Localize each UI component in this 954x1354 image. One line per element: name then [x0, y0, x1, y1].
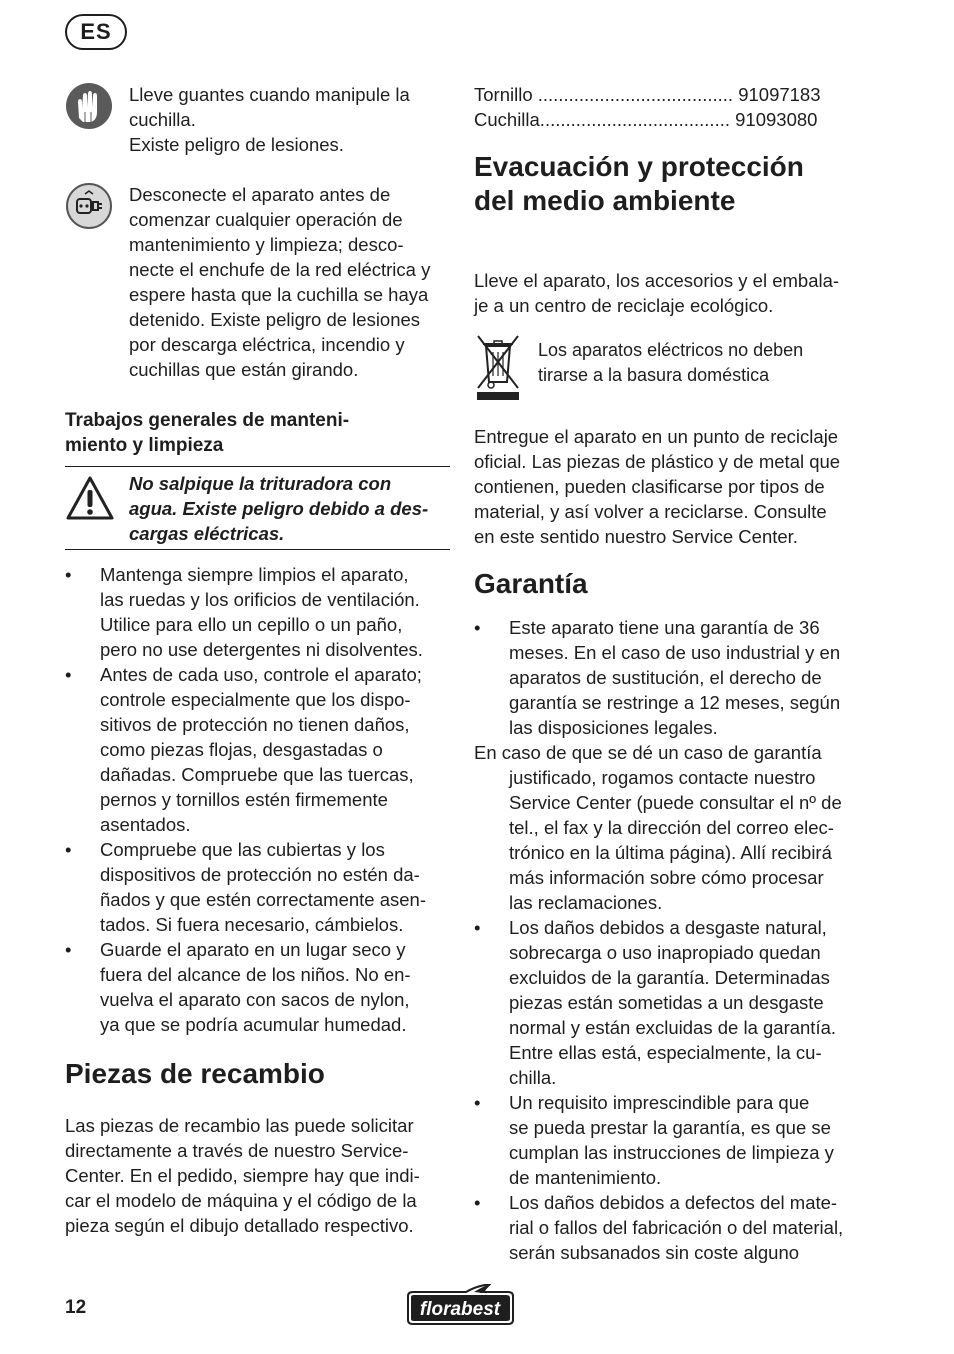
warning-triangle-icon [65, 471, 129, 527]
maintenance-heading: Trabajos generales de manteni- miento y limpieza [65, 410, 350, 456]
list-item: • Mantenga siempre limpios el aparato, las ruedas y los orificios de ventilación. Utilice para ello un cepillo o un paño, pero no use detergentes ni disolventes. [65, 564, 423, 660]
weee-notice [474, 332, 864, 406]
crossed-bin-icon [474, 332, 538, 406]
florabest-logo [404, 1284, 516, 1326]
right-column [474, 82, 864, 1265]
gloves-icon [65, 82, 129, 136]
page-number: 12 [65, 1297, 87, 1318]
spare-parts-text: Las piezas de recambio las puede solicitar directamente a través de nuestro Service- Center. En el pedido, siempre hay que indi- car el modelo de máquina y el código de la pieza según el dibujo detallado respectivo. [65, 1115, 420, 1236]
parts-list [474, 82, 864, 132]
part-blade: Cuchilla..................................... 91093080 [474, 109, 818, 130]
water-warning-box [65, 466, 450, 550]
spare-parts-heading: Piezas de recambio [65, 1058, 325, 1089]
part-screw: Tornillo ...................................... 91097183 [474, 84, 821, 105]
language-badge: ES [65, 14, 127, 50]
unplug-plug-icon [65, 182, 129, 236]
svg-text:florabest: florabest [419, 1299, 501, 1320]
list-item: • Los daños debidos a defectos del mate- rial o fallos del fabricación o del material, serán subsanados sin coste alguno [474, 1192, 844, 1263]
maintenance-bullets [65, 562, 450, 1037]
glove-notice [65, 82, 450, 157]
disposal-heading: Evacuación y protección del medio ambiente [474, 151, 804, 216]
glove-text: Lleve guantes cuando manipule la cuchilla. Existe peligro de lesiones. [129, 84, 410, 155]
list-item: • Antes de cada uso, controle el aparato; controle especialmente que los dispo- sitivos de protección no tienen daños, como piezas flojas, desgastadas o dañadas. Compruebe que las tuercas, pernos y tornillos estén firmemente asentados. [65, 664, 422, 835]
list-item: • Compruebe que las cubiertas y los dispositivos de protección no estén da- ñados y que estén correctamente asen- tados. Si fuera necesario, cámbielos. [65, 839, 426, 935]
list-item: • Los daños debidos a desgaste natural, sobrecarga o uso inapropiado quedan excluidos de la garantía. Determinadas piezas están sometidas a un desgaste normal y están excluidas de la garantía. Entre ellas está, especialmente, la cu- chilla. [474, 917, 837, 1088]
warranty-heading: Garantía [474, 568, 588, 599]
unplug-notice [65, 182, 450, 382]
list-item: • Este aparato tiene una garantía de 36 meses. En el caso de uso industrial y en aparatos de sustitución, el derecho de garantía se restringe a 12 meses, según las disposiciones legales. [474, 617, 841, 738]
left-column [65, 82, 450, 1238]
warranty-claim-text: En caso de que se dé un caso de garantía justificado, rogamos contacte nuestro Service Center (puede consultar el nº de tel., el fax y la dirección del correo elec- trónico en la última página). Allí recibirá más información sobre cómo procesar las reclamaciones. [474, 742, 842, 913]
recycling-text: Entregue el aparato en un punto de reciclaje oficial. Las piezas de plástico y de metal que contienen, pueden clasificarse por tipos de material, y así volver a reciclarse. Consulte en este sentido nuestro Service Center. [474, 426, 841, 547]
weee-text: Los aparatos eléctricos no deben tirarse a la basura doméstica [538, 340, 804, 385]
list-item: • Un requisito imprescindible para que se pueda prestar la garantía, es que se cumplan las instrucciones de limpieza y de mantenimiento. [474, 1092, 834, 1188]
disposal-text: Lleve el aparato, los accesorios y el embala- je a un centro de reciclaje ecológico. [474, 270, 840, 316]
unplug-text: Desconecte el aparato antes de comenzar cualquier operación de mantenimiento y limpieza; desco- necte el enchufe de la red eléctrica y espere hasta que la cuchilla se haya detenido. Existe peligro de lesiones por descarga eléctrica, incendio y cuchillas que están girando. [129, 184, 431, 380]
list-item: • Guarde el aparato en un lugar seco y fuera del alcance de los niños. No en- vuelva el aparato con sacos de nylon, ya que se podría acumular humedad. [65, 939, 411, 1035]
water-warning-text: No salpique la trituradora con agua. Existe peligro debido a des- cargas eléctricas. [129, 473, 429, 544]
